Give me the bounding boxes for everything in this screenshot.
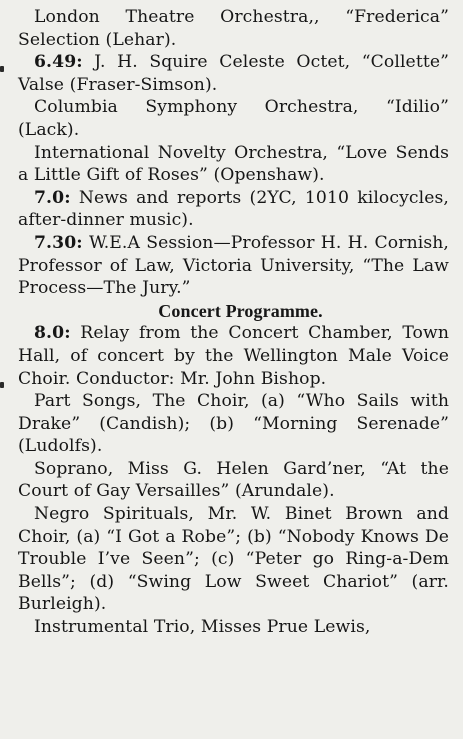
listing-time: 7.30: [34, 232, 83, 253]
listing-paragraph [18, 51, 449, 96]
listing-text: International Novelty Orchestra, “Love Sends a Little Gift of Roses” (Openshaw). [18, 142, 449, 186]
listing-paragraph [18, 616, 449, 639]
listing-paragraph [18, 503, 449, 616]
listing-text: J. H. Squire Celeste Octet, “Collette” Valse (Fraser-Simson). [18, 52, 449, 95]
listing-paragraph [18, 390, 449, 458]
section-heading: Concert Programme. [158, 300, 323, 321]
listing-text: W.E.A Session—Professor H. H. Cornish, Professor of Law, Victoria University, “The Law Process—The Jury.” [18, 232, 449, 299]
listing-paragraph [18, 322, 449, 390]
listing-text: Relay from the Concert Chamber, Town Hall, of concert by the Wellington Male Voice Choir. Conductor: Mr. John Bishop. [18, 323, 449, 389]
listing-text: London Theatre Orchestra,, “Frederica” Selection (Lehar). [18, 7, 449, 50]
listing-text: Instrumental Trio, Misses Prue Lewis, [34, 617, 371, 638]
listing-time: 7.0: [34, 187, 71, 208]
listing-text: News and reports (2YC, 1010 kilocycles, after-dinner music). [18, 187, 449, 231]
listing-paragraph [18, 458, 449, 503]
listing-time: 8.0: [34, 323, 71, 344]
listing-paragraph [18, 187, 449, 232]
listing-text: Soprano, Miss G. Helen Gard’ner, “At the Court of Gay Versailles” (Arundale). [18, 458, 449, 502]
print-speck [0, 66, 4, 72]
listing-text: Columbia Symphony Orchestra, “Idilio” (Lack). [18, 97, 449, 140]
listing-time: 6.49: [34, 52, 83, 73]
listing-text: Part Songs, The Choir, (a) “Who Sails with Drake” (Candish); (b) “Morning Serenade” (Ludolfs). [18, 391, 449, 457]
listing-text: Negro Spirituals, Mr. W. Binet Brown and Choir, (a) “I Got a Robe”; (b) “Nobody Knows De Trouble I’ve Seen”; (c) “Peter go Ring-a-Dem Bells”; (d) “Swing Low Sweet Chariot” (arr. Burleigh). [18, 504, 449, 615]
listing-paragraph [18, 6, 449, 51]
listing-paragraph [18, 96, 449, 141]
listing-paragraph [18, 232, 449, 300]
print-speck [0, 382, 4, 388]
listing-paragraph [18, 142, 449, 187]
